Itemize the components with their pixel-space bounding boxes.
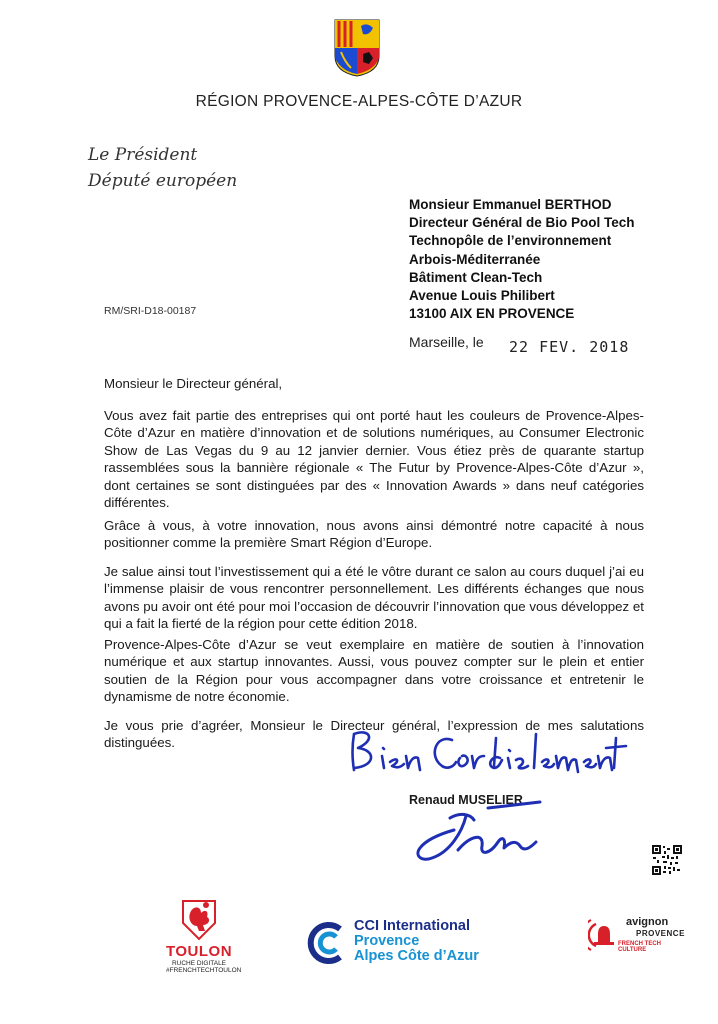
recipient-line: Avenue Louis Philibert xyxy=(409,288,555,304)
recipient-line: Bâtiment Clean-Tech xyxy=(409,269,543,285)
avignon-tagline: FRENCH TECH CULTURE xyxy=(618,941,661,953)
reference-number: RM/SRI-D18-00187 xyxy=(104,305,197,317)
signature xyxy=(410,796,555,876)
paragraph-1: Vous avez fait partie des entreprises qui ont porté haut les couleurs de Provence-Alpes-Côte d’Azur en matière d’innovation et de solutions numériques, au Consumer Electronic Show de Las Vegas du 9 au 12 janvier dernier. Vous étiez près de quarante startup rassemblées sous la bannière régionale « The Futur by Provence-Alpes-Côte d’Azur », dont certaines se sont distinguées par des « Innovation Awards » dans neuf catégories différentes. xyxy=(104,408,644,511)
cci-international-logo xyxy=(306,915,516,975)
qr-code xyxy=(652,845,682,875)
toulon-sub-line: RUCHE DIGITALE xyxy=(171,960,227,967)
recipient-line: Directeur Général de Bio Pool Tech xyxy=(409,215,635,231)
cci-line-3: Alpes Côte d’Azur xyxy=(354,948,479,964)
avignon-frenchtech-logo xyxy=(588,914,684,960)
recipient-line: 13100 AIX EN PROVENCE xyxy=(409,306,575,322)
paragraph-2: Grâce à vous, à votre innovation, nous avons ainsi démontré notre capacité à nous positionner comme la première Smart Région d’Europe. xyxy=(104,518,644,551)
cci-line-1: CCI International xyxy=(354,918,471,934)
recipient-line: Technopôle de l’environnement xyxy=(409,233,612,249)
recipient-address xyxy=(409,196,635,323)
avignon-province: PROVENCE xyxy=(636,929,685,938)
avignon-title: avignon xyxy=(626,916,669,928)
president-title xyxy=(88,142,237,194)
rooster-icon xyxy=(166,893,232,943)
toulon-subtitle xyxy=(166,960,242,974)
salutation: Monsieur le Directeur général, xyxy=(104,376,283,391)
toulon-title: TOULON xyxy=(166,943,233,960)
cci-text xyxy=(354,919,479,964)
cci-c-icon xyxy=(306,921,350,965)
toulon-frenchtech-logo xyxy=(166,893,242,981)
region-crest-logo xyxy=(333,18,381,78)
recipient-line: Arbois-Méditerranée xyxy=(409,251,541,267)
president-line: Le Président xyxy=(88,145,198,165)
region-title: RÉGION PROVENCE-ALPES-CÔTE D’AZUR xyxy=(195,93,523,110)
signer-name: Renaud MUSELIER xyxy=(409,793,523,807)
recipient-line: Monsieur Emmanuel BERTHOD xyxy=(409,197,612,212)
paragraph-4: Provence-Alpes-Côte d’Azur se veut exemplaire en matière de soutien à l’innovation numérique et aux startup innovantes. Aussi, vous pouvez compter sur le plein et entier soutien de la Région pour vous accompagner dans votre croissance et entretenir le dynamisme de notre économie. xyxy=(104,637,644,705)
toulon-hashtag: #FRENCHTECHTOULON xyxy=(166,967,242,974)
deputy-line: Député européen xyxy=(88,171,238,191)
letter-place: Marseille, le xyxy=(409,334,484,350)
handwritten-closing xyxy=(340,720,640,778)
bell-icon xyxy=(588,918,620,952)
cci-line-2: Provence xyxy=(354,933,420,949)
paragraph-5: Je vous prie d’agréer, Monsieur le Directeur général, l’expression de mes salutations distinguées. xyxy=(104,718,644,751)
paragraph-3: Je salue ainsi tout l’investissement qui a été le vôtre durant ce salon au cours duquel j’ai eu l’immense plaisir de vous rencontrer personnellement. Les différents échanges que nous avons pu avoir ont été pour moi l’occasion de découvrir l’innovation que vous développez et qui a fait la fierté de la région pour cette édition 2018. xyxy=(104,564,644,632)
letter-date-stamp: 22 FEV. 2018 xyxy=(509,338,630,356)
